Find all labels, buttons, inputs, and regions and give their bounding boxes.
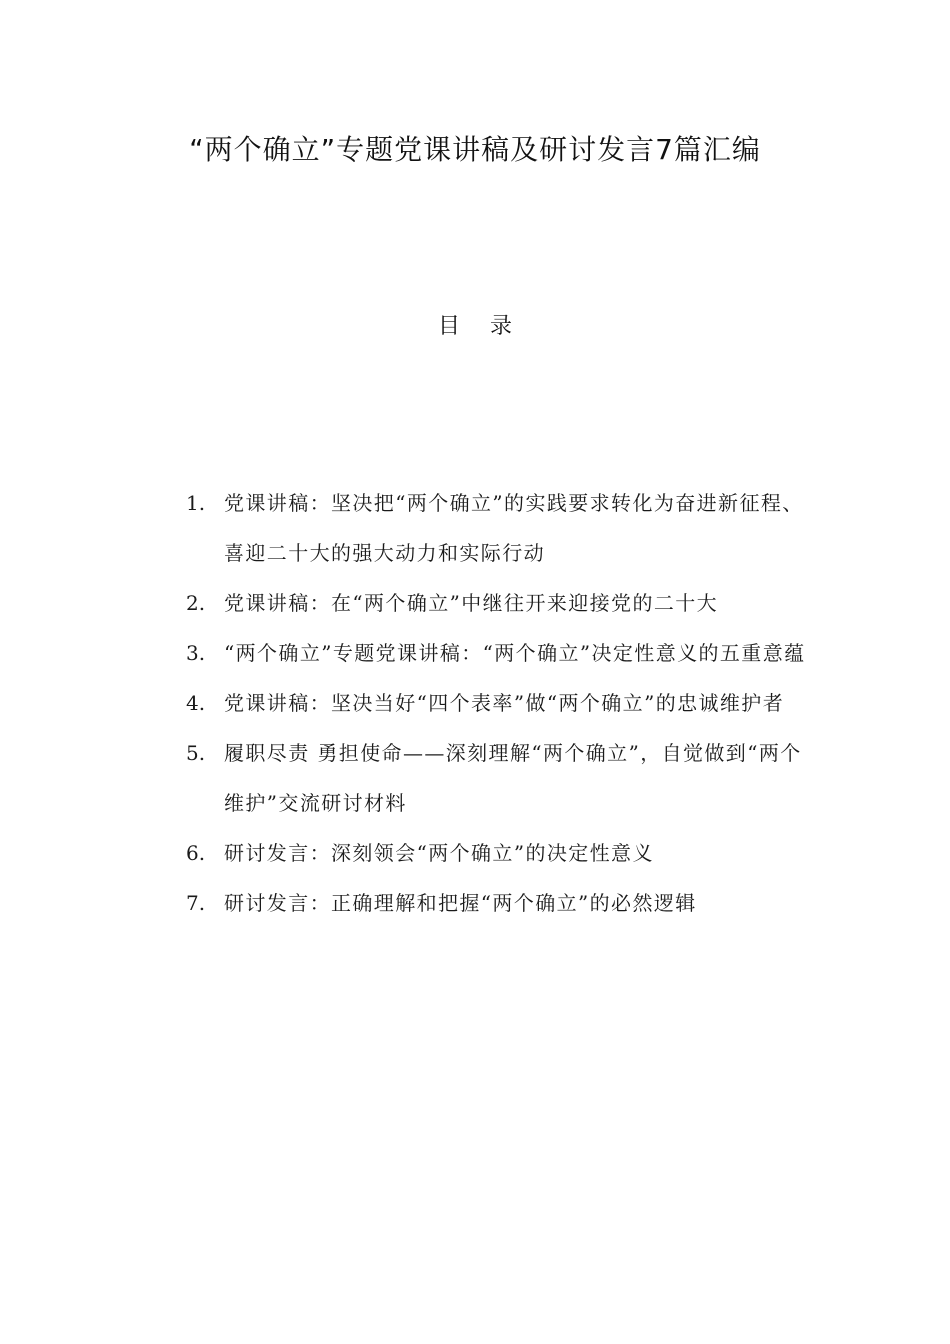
toc-item-text: 研讨发言：深刻领会“两个确立”的决定性意义 <box>224 841 654 865</box>
toc-item-1 <box>186 478 816 578</box>
toc-item-5 <box>186 728 816 828</box>
toc-item-text: 党课讲稿：在“两个确立”中继往开来迎接党的二十大 <box>224 591 719 615</box>
toc-item-text: “两个确立”专题党课讲稿：“两个确立”决定性意义的五重意蕴 <box>224 641 806 665</box>
document-title: “两个确立”专题党课讲稿及研讨发言7篇汇编 <box>189 133 761 166</box>
toc-item-number: 6. <box>186 841 206 865</box>
toc-item-number: 5. <box>186 741 206 765</box>
toc-item-number: 2. <box>186 591 206 615</box>
toc-item-4 <box>186 678 816 728</box>
toc-item-number: 7. <box>186 891 206 915</box>
toc-item-text: 研讨发言：正确理解和把握“两个确立”的必然逻辑 <box>224 891 697 915</box>
toc-item-number: 3. <box>186 641 206 665</box>
toc-item-number: 4. <box>186 691 206 715</box>
toc-item-6 <box>186 828 816 878</box>
toc-heading: 目录 <box>437 314 542 339</box>
toc-item-3 <box>186 628 816 678</box>
toc-item-number: 1. <box>186 491 206 515</box>
toc-item-text: 党课讲稿：坚决把“两个确立”的实践要求转化为奋进新征程、喜迎二十大的强大动力和实际行动 <box>224 491 804 565</box>
toc-item-2 <box>186 578 816 628</box>
toc-item-text: 履职尽责 勇担使命——深刻理解“两个确立”，自觉做到“两个维护”交流研讨材料 <box>224 741 802 815</box>
toc-item-7 <box>186 878 816 928</box>
toc-item-text: 党课讲稿：坚决当好“四个表率”做“两个确立”的忠诚维护者 <box>224 691 785 715</box>
toc-list <box>186 478 816 928</box>
